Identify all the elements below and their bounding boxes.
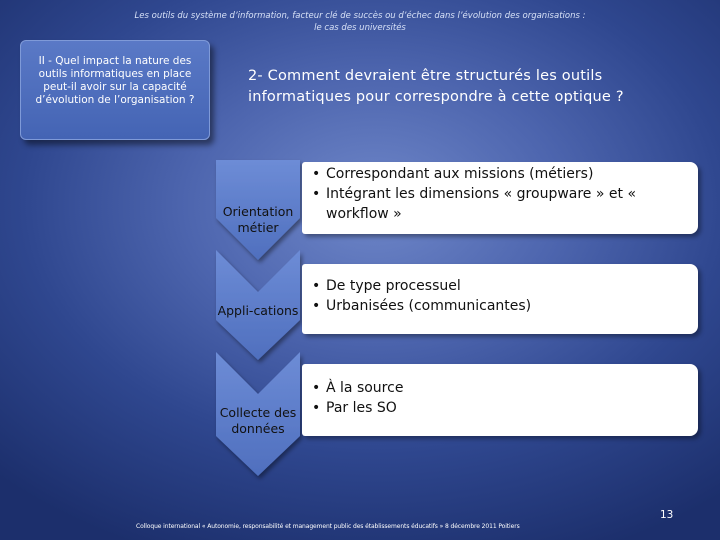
row-label-3: Collecte des données (219, 405, 297, 436)
bullet-2-1: • De type processuel (312, 276, 690, 296)
bullet-3-2: • Par les SO (312, 398, 690, 418)
question-text: 2- Comment devraient être structurés les outils informatiques pour correspondre à cette optique ? (248, 68, 624, 105)
row-applications (302, 264, 698, 334)
row-collecte (302, 364, 698, 436)
bullet-1-2: • Intégrant les dimensions « groupware » et « workflow » (312, 184, 690, 224)
row-orientation-metier (302, 162, 698, 234)
bullet-3-1: • À la source (312, 378, 690, 398)
section-box-text: II - Quel impact la nature des outils informatiques en place peut-il avoir sur la capacité d’évolution de l’organisation ? (35, 55, 195, 106)
bullet-2-2: • Urbanisées (communicantes) (312, 296, 690, 316)
header-line-1: Les outils du système d’information, facteur clé de succès ou d’échec dans l’évolution des organisations : (134, 11, 586, 21)
header-line-2: le cas des universités (314, 23, 406, 33)
bullet-1-1: • Correspondant aux missions (métiers) (312, 164, 690, 184)
page-number: 13 (660, 509, 674, 521)
row-label-2: Appli-cations (217, 303, 299, 318)
slide-footer: Colloque international « Autonomie, responsabilité et management public des établissements éducatifs » 8 décembre 2011 Poitiers (136, 523, 520, 530)
row-label-1: Orientation métier (222, 204, 294, 235)
